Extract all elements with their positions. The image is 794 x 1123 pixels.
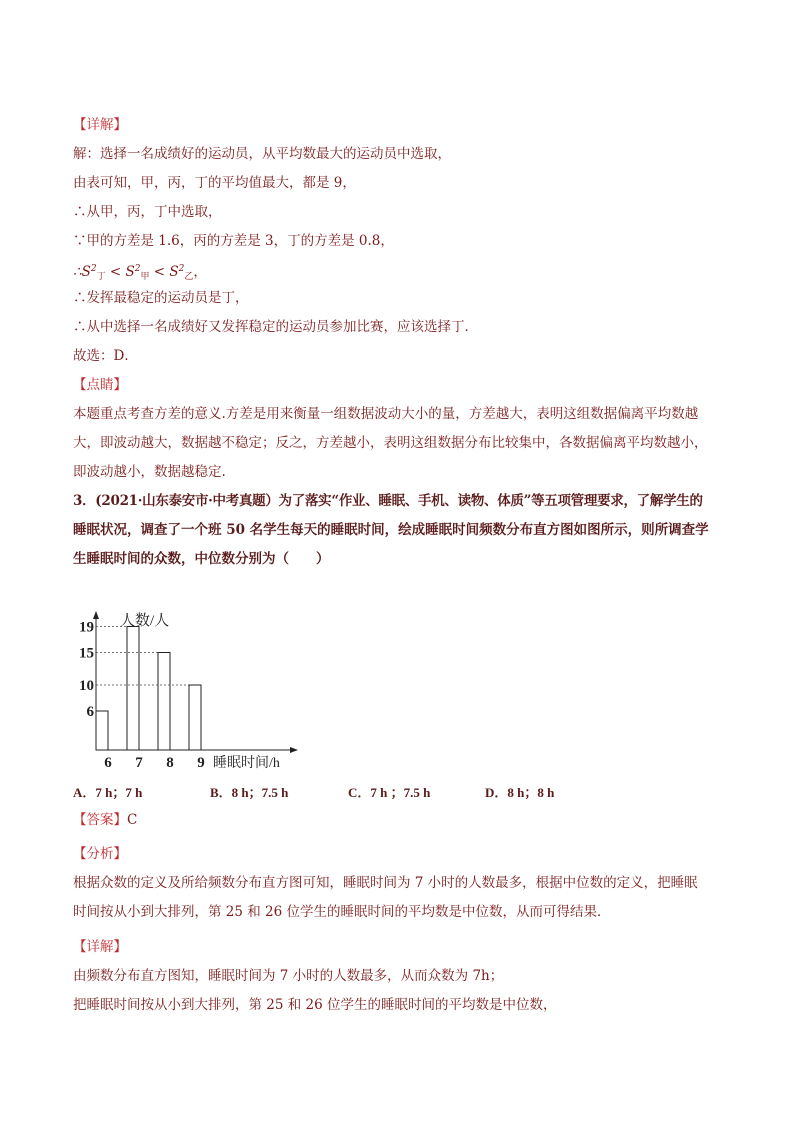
y-tick-label: 15 xyxy=(79,645,94,662)
question-3-line-1: 3．(2021·山东泰安市·中考真题）为了落实“作业、睡眠、手机、读物、体质”等五项管理要求，了解学生的 xyxy=(73,493,703,509)
option-d: D．8 h；8 h xyxy=(485,785,555,800)
option-a: A．7 h；7 h xyxy=(73,785,143,800)
histogram-bar xyxy=(96,711,108,750)
histogram-bar xyxy=(158,653,170,751)
solution-line-5: ∴发挥最稳定的运动员是丁， xyxy=(73,290,249,306)
x-tick-label: 8 xyxy=(166,755,174,771)
solution-line-2: 由表可知，甲，丙，丁的平均值最大，都是 9， xyxy=(73,175,356,191)
x-tick-label: 6 xyxy=(104,755,112,771)
y-tick-label: 6 xyxy=(86,704,94,720)
xiangjie-line-2: 把睡眠时间按从小到大排列，第 25 和 26 位学生的睡眠时间的平均数是中位数， xyxy=(73,997,557,1013)
xiangjie-line-1: 由频数分布直方图知，睡眠时间为 7 小时的人数最多，从而众数为 7h； xyxy=(73,968,504,984)
dianjing-line-1: 本题重点考查方差的意义.方差是用来衡量一组数据波动大小的量，方差越大，表明这组数据偏离平均数越 xyxy=(73,406,699,422)
answer-value: C xyxy=(127,812,138,828)
x-tick-label: 9 xyxy=(197,755,205,771)
x-axis-arrow xyxy=(290,747,298,753)
fenxi-line-1: 根据众数的定义及所给频数分布直方图可知，睡眠时间为 7 小时的人数最多，根据中位数的定义，把睡眠 xyxy=(73,875,698,891)
variance-formula: $\therefore S^2_丁 < S^2_甲 < S^2_乙$， xyxy=(73,264,207,282)
answer-line xyxy=(73,811,137,829)
x-axis-label: 睡眠时间/h xyxy=(213,756,280,771)
xiangjie-heading-1: 【详解】 xyxy=(73,117,127,133)
question-3-line-2: 睡眠状况，调查了一个班 50 名学生每天的睡眠时间，绘成睡眠时间频数分布直方图如图所示，则所调查学 xyxy=(73,522,709,538)
solution-line-4: ∵甲的方差是 1.6，丙的方差是 3，丁的方差是 0.8， xyxy=(73,233,394,249)
solution-line-6: ∴从中选择一名成绩好又发挥稳定的运动员参加比赛，应该选择丁． xyxy=(73,319,478,335)
fenxi-line-2: 时间按从小到大排列，第 25 和 26 位学生的睡眠时间的平均数是中位数，从而可得结果． xyxy=(73,904,611,920)
histogram-bar xyxy=(189,685,201,750)
x-tick-label: 7 xyxy=(135,755,143,771)
y-axis-arrow xyxy=(93,611,99,619)
histogram-bar xyxy=(127,627,139,751)
question-3-line-3: 生睡眠时间的众数，中位数分别为（ ） xyxy=(73,551,330,567)
answer-tag: 【答案】 xyxy=(73,812,127,828)
histogram-layer xyxy=(79,611,298,771)
y-tick-label: 10 xyxy=(79,678,94,694)
dianjing-line-2: 大，即波动越大，数据越不稳定；反之，方差越小，表明这组数据分布比较集中，各数据偏离平均数越小， xyxy=(73,435,708,451)
histogram-chart xyxy=(70,605,310,775)
dianjing-line-3: 即波动越小，数据越稳定. xyxy=(73,464,226,480)
solution-line-7: 故选：D． xyxy=(73,348,138,364)
solution-line-3: ∴从甲，丙，丁中选取， xyxy=(73,204,222,220)
fenxi-heading: 【分析】 xyxy=(73,846,127,862)
dianjing-heading: 【点睛】 xyxy=(73,377,127,393)
option-b: B．8 h；7.5 h xyxy=(210,785,289,800)
y-tick-label: 19 xyxy=(79,619,94,636)
solution-line-1: 解：选择一名成绩好的运动员，从平均数最大的运动员中选取， xyxy=(73,146,451,162)
y-axis-label: 人数/人 xyxy=(120,613,170,629)
option-c: C．7 h ；7.5 h xyxy=(348,785,431,800)
xiangjie-heading-2: 【详解】 xyxy=(73,939,127,955)
